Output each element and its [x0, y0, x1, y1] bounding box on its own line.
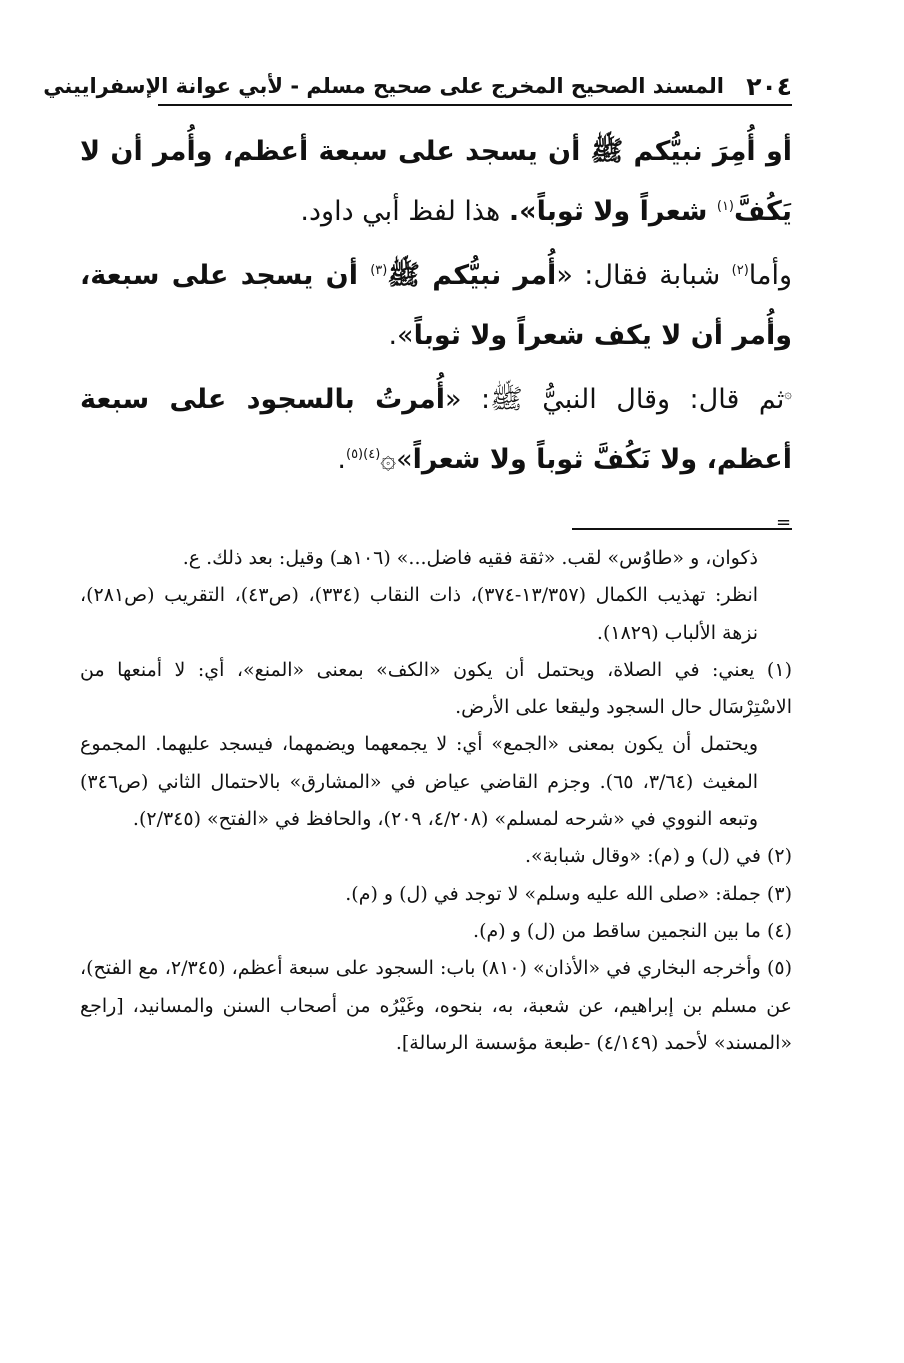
p1-plain: هذا لفظ أبي داود.: [300, 196, 509, 227]
p3-plain: ثم قال: وقال النبيُّ ﷺ: «: [444, 384, 785, 415]
footnote-1-cont: ويحتمل أن يكون بمعنى «الجمع» أي: لا يجمعهما ويضمهما، فيسجد عليهما. المجموع المغيث (٣/٦٤، ٦٥). وجزم القاضي عياض في «المشارق» بالاحتمال الثاني (ص٣٤٦) وتبعه النووي في «شرحه لمسلم» (٤/٢٠٨، ٢٠٩)، والحافظ في «الفتح» (٢/٣٤٥).: [80, 733, 759, 831]
footnote-separator: [572, 528, 792, 530]
footnote-line: انظر: تهذيب الكمال (١٣/٣٥٧-٣٧٤)، ذات النقاب (٣٣٤)، (ص٤٣)، التقريب (ص٢٨١)، نزهة الألباب (١٨٢٩).: [80, 584, 759, 644]
p1-bold: أو أُمِرَ نبيُّكم ﷺ أن يسجد على سبعة أعظم، وأُمر أن لا يَكُفَّ: [80, 136, 792, 227]
p2-end: ».: [388, 320, 414, 351]
footnote-1: (١) يعني: في الصلاة، ويحتمل أن يكون «الكف» بمعنى «المنع»، أي: لا أمنعها من الاسْتِرْسَال حال السجود وليقعا على الأرض.: [80, 658, 792, 719]
running-title: المسند الصحيح المخرج على صحيح مسلم - لأبي عوانة الإسفراييني: [43, 74, 724, 98]
p2-plain-b: شبابة فقال: «: [556, 260, 732, 291]
main-text: [80, 122, 792, 494]
continuation-mark: =: [776, 512, 792, 533]
p3-bold: أُمرتُ بالسجود على سبعة أعظم، ولا نَكُفَّ ثوباً ولا شعراً: [80, 384, 792, 475]
running-header: [43, 72, 792, 106]
footnote-2: (٢) في (ل) و (م): «وقال شبابة».: [524, 845, 792, 868]
footnote-3: (٣) جملة: «صلى الله عليه وسلم» لا توجد في (ل) و (م).: [345, 882, 792, 905]
footnote-ref-1: (١): [716, 199, 734, 214]
paragraph-1: [80, 122, 792, 242]
p2-bold-a: أُمر نبيُّكم ﷺ: [387, 260, 557, 291]
paragraph-2: [80, 246, 792, 366]
star-mark-open: ۞: [784, 387, 792, 402]
p3-end: »۞: [380, 444, 413, 475]
p2-plain-a: وأما: [748, 260, 793, 291]
paragraph-3: [80, 370, 792, 490]
footnote-ref-3: (٣): [370, 263, 388, 278]
p2-bold-b: أن يسجد على سبعة، وأُمر أن لا يكف شعراً ولا ثوباً: [80, 260, 792, 351]
footnote-5: (٥) وأخرجه البخاري في «الأذان» (٨١٠) باب: السجود على سبعة أعظم، (٢/٣٤٥، مع الفتح)، عن مسلم بن إبراهيم، عن شعبة، به، بنحوه، وغَيْرُه من أصحاب السنن والمسانيد، [راجع «المسند» لأحمد (٤/١٤٩) -طبعة مؤسسة الرسالة].: [80, 957, 792, 1054]
footnote-ref-2: (٢): [731, 263, 749, 278]
footnote-line: ذكوان، و «طاوُس» لقب. «ثقة فقيه فاضل...» (١٠٦هـ) وقيل: بعد ذلك. ع.: [182, 547, 758, 569]
footnotes: [80, 540, 792, 1062]
footnote-refs-4-5: (٤)(٥): [345, 447, 381, 462]
p3-dot: .: [337, 444, 346, 475]
page-number: ٢٠٤: [746, 72, 792, 101]
p1-bold-2: شعراً ولا ثوباً».: [508, 196, 717, 227]
footnote-4: (٤) ما بين النجمين ساقط من (ل) و (م).: [473, 919, 792, 942]
header-rule: [158, 104, 792, 106]
